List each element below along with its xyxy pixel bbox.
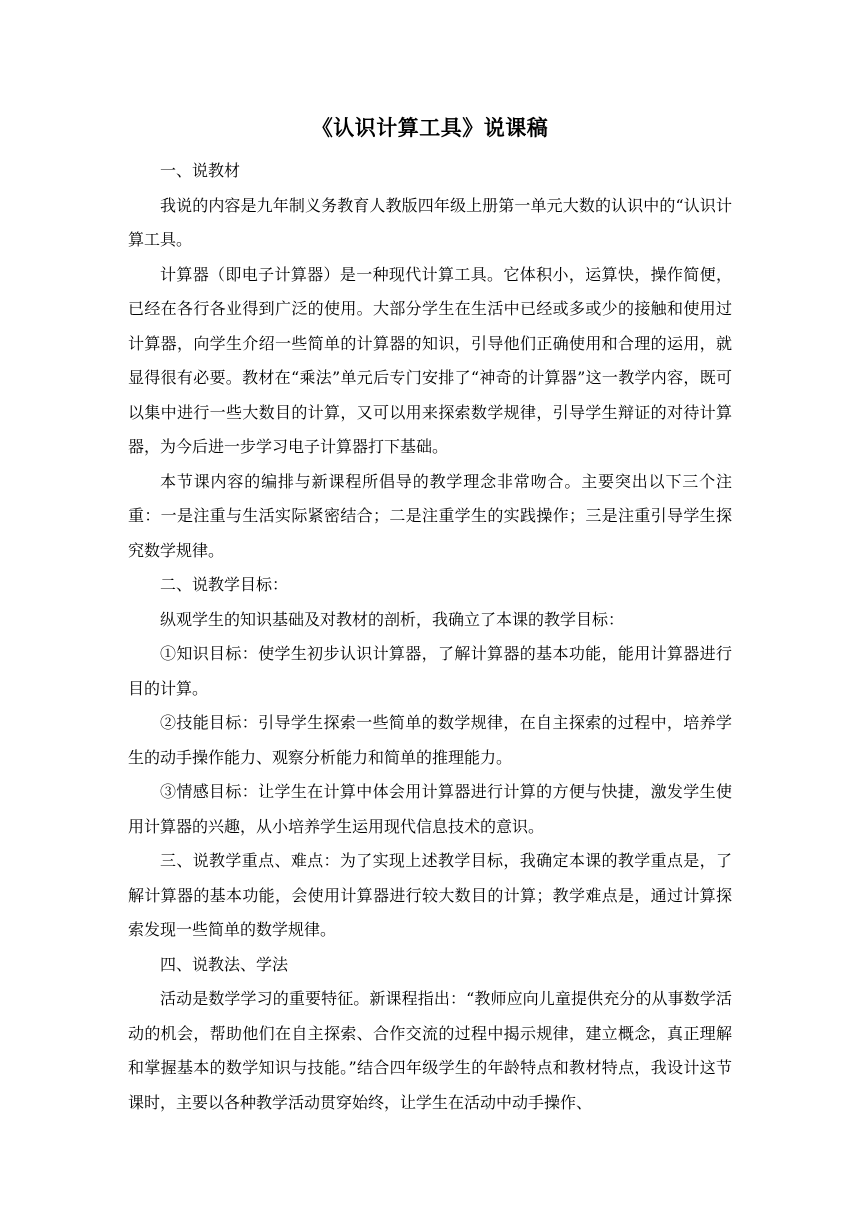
- document-title: 《认识计算工具》说课稿: [311, 115, 549, 140]
- goal-skills: ②技能目标：引导学生探索一些简单的数学规律，在自主探索的过程中，培养学生的动手操作能力、观察分析能力和简单的推理能力。: [128, 713, 732, 767]
- section-heading-methods: 四、说教法、学法: [160, 954, 289, 974]
- document-body: [128, 154, 732, 1120]
- paragraph: 本节课内容的编排与新课程所倡导的教学理念非常吻合。主要突出以下三个注重：一是注重与生活实际紧密结合；二是注重学生的实践操作；三是注重引导学生探究数学规律。: [128, 471, 732, 560]
- paragraph: 计算器（即电子计算器）是一种现代计算工具。它体积小，运算快，操作简便，已经在各行各业得到广泛的使用。大部分学生在生活中已经或多或少的接触和使用过计算器，向学生介绍一些简单的计算器的知识，引导他们正确使用和合理的运用，就显得很有必要。教材在“乘法”单元后专门安排了“神奇的计算器”这一教学内容，既可以集中进行一些大数目的计算，又可以用来探索数学规律，引导学生辩证的对待计算器，为今后进一步学习电子计算器打下基础。: [128, 264, 732, 456]
- section-heading-teaching-goals: 二、说教学目标：: [160, 575, 289, 594]
- paragraph: 纵观学生的知识基础及对教材的剖析，我确立了本课的教学目标：: [160, 609, 625, 629]
- goal-emotion: ③情感目标：让学生在计算中体会用计算器进行计算的方便与快捷，激发学生使用计算器的兴趣，从小培养学生运用现代信息技术的意识。: [128, 782, 732, 836]
- section-heading-teaching-material: 一、说教材: [160, 161, 241, 180]
- goal-knowledge: ①知识目标：使学生初步认识计算器，了解计算器的基本功能，能用计算器进行目的计算。: [128, 644, 732, 698]
- paragraph: 我说的内容是九年制义务教育人教版四年级上册第一单元大数的认识中的“认识计算工具。: [128, 195, 732, 249]
- section-key-difficult-points: 三、说教学重点、难点：为了实现上述教学目标，我确定本课的教学重点是，了解计算器的基本功能，会使用计算器进行较大数目的计算；教学难点是，通过计算探索发现一些简单的数学规律。: [128, 851, 732, 939]
- paragraph: 活动是数学学习的重要特征。新课程指出：“教师应向儿童提供充分的从事数学活动的机会，帮助他们在自主探索、合作交流的过程中揭示规律，建立概念，真正理解和掌握基本的数学知识与技能。”结合四年级学生的年龄特点和教材特点，我设计这节课时，主要以各种教学活动贯穿始终，让学生在活动中动手操作、: [128, 989, 732, 1112]
